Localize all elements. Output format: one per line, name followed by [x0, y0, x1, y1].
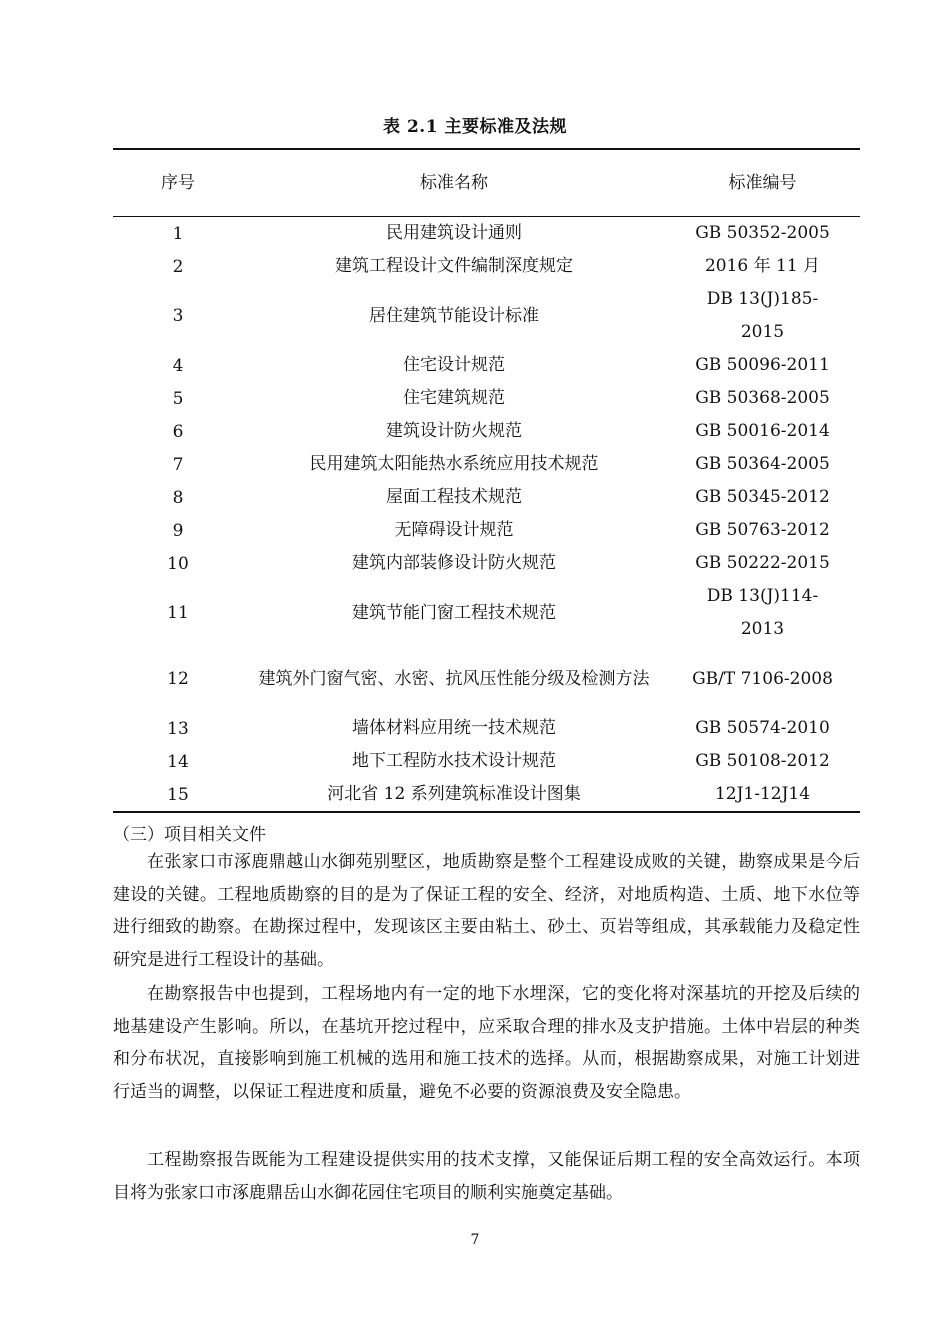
row-name: 屋面工程技术规范 [386, 487, 522, 507]
row-name: 建筑工程设计文件编制深度规定 [335, 256, 573, 276]
row-name: 墙体材料应用统一技术规范 [352, 718, 556, 738]
table-row [113, 481, 860, 514]
table-row [113, 712, 860, 745]
table-row [113, 580, 860, 646]
row-no: 7 [172, 454, 184, 475]
row-no: 2 [172, 256, 184, 277]
row-code: GB 50345-2012 [695, 487, 830, 507]
row-code: GB 50222-2015 [695, 553, 830, 573]
table-row [113, 283, 860, 349]
row-no: 5 [172, 388, 184, 409]
body-paragraph: 在张家口市涿鹿鼎越山水御苑别墅区，地质勘察是整个工程建设成败的关键，勘察成果是今后建设的关键。工程地质勘察的目的是为了保证工程的安全、经济，对地质构造、土质、地下水位等进行细致的勘察。在勘探过程中，发现该区主要由粘土、砂土、页岩等组成，其承载能力及稳定性研究是进行工程设计的基础。 [113, 852, 860, 970]
row-name: 建筑设计防火规范 [386, 421, 522, 441]
row-code: GB/T 7106-2008 [692, 668, 833, 689]
row-no: 10 [167, 553, 189, 574]
row-code: GB 50763-2012 [695, 520, 830, 540]
table-row [113, 415, 860, 448]
row-code: GB 50108-2012 [695, 751, 830, 771]
table-row [113, 745, 860, 778]
table-row [113, 547, 860, 580]
row-code: GB 50016-2014 [695, 421, 830, 441]
table-row [113, 514, 860, 547]
row-no: 14 [167, 751, 189, 772]
row-no: 9 [172, 520, 184, 541]
row-no: 6 [172, 421, 184, 442]
row-code: GB 50574-2010 [695, 718, 830, 738]
row-name: 住宅设计规范 [403, 355, 505, 375]
row-name: 建筑内部装修设计防火规范 [352, 553, 556, 573]
header-index: 序号 [161, 173, 195, 193]
row-name: 民用建筑太阳能热水系统应用技术规范 [309, 454, 599, 474]
row-code: DB 13(J)185-2015 [706, 289, 819, 342]
table-row [113, 778, 860, 811]
row-name: 无障碍设计规范 [394, 520, 514, 540]
row-name: 河北省 12 系列建筑标准设计图集 [327, 784, 581, 804]
row-no: 8 [172, 487, 184, 508]
row-no: 11 [167, 603, 189, 623]
row-no: 15 [167, 784, 189, 805]
row-code: GB 50364-2005 [695, 454, 830, 474]
table-caption: 表 2.1 主要标准及法规 [383, 117, 567, 137]
body-paragraph: 工程勘察报告既能为工程建设提供实用的技术支撑，又能保证后期工程的安全高效运行。本项目将为张家口市涿鹿鼎岳山水御花园住宅项目的顺利实施奠定基础。 [113, 1150, 860, 1203]
table-row [113, 217, 860, 250]
row-name: 建筑外门窗气密、水密、抗风压性能分级及检测方法 [258, 668, 650, 689]
body-paragraph: 在勘察报告中也提到，工程场地内有一定的地下水埋深，它的变化将对深基坑的开挖及后续的地基建设产生影响。所以，在基坑开挖过程中，应采取合理的排水及支护措施。土体中岩层的种类和分布状况，直接影响到施工机械的选用和施工技术的选择。从而，根据勘察成果，对施工计划进行适当的调整，以保证工程进度和质量，避免不必要的资源浪费及安全隐患。 [113, 984, 860, 1102]
row-code: 2016 年 11 月 [704, 256, 821, 276]
row-code: GB 50352-2005 [695, 223, 830, 243]
row-code: 12J1-12J14 [714, 784, 811, 804]
table-row [113, 250, 860, 283]
table-row [113, 349, 860, 382]
table-row [113, 646, 860, 712]
row-no: 4 [172, 355, 184, 376]
row-code: DB 13(J)114-2013 [706, 586, 819, 639]
section-heading: （三）项目相关文件 [113, 825, 266, 845]
row-code: GB 50096-2011 [695, 355, 830, 375]
header-code: 标准编号 [728, 172, 797, 193]
row-name: 建筑节能门窗工程技术规范 [352, 602, 556, 623]
row-no: 13 [167, 718, 189, 739]
row-name: 地下工程防水技术设计规范 [352, 751, 556, 771]
row-no: 3 [172, 306, 184, 326]
page-number: 7 [470, 1232, 480, 1248]
row-no: 12 [167, 669, 189, 689]
row-name: 民用建筑设计通则 [386, 223, 522, 243]
row-name: 住宅建筑规范 [403, 388, 505, 408]
row-code: GB 50368-2005 [695, 388, 830, 408]
table-row [113, 448, 860, 481]
header-name: 标准名称 [420, 172, 488, 193]
standards-table [113, 148, 860, 813]
table-header-row [113, 150, 860, 217]
table-row [113, 382, 860, 415]
row-name: 居住建筑节能设计标准 [369, 305, 539, 326]
row-no: 1 [172, 223, 184, 244]
